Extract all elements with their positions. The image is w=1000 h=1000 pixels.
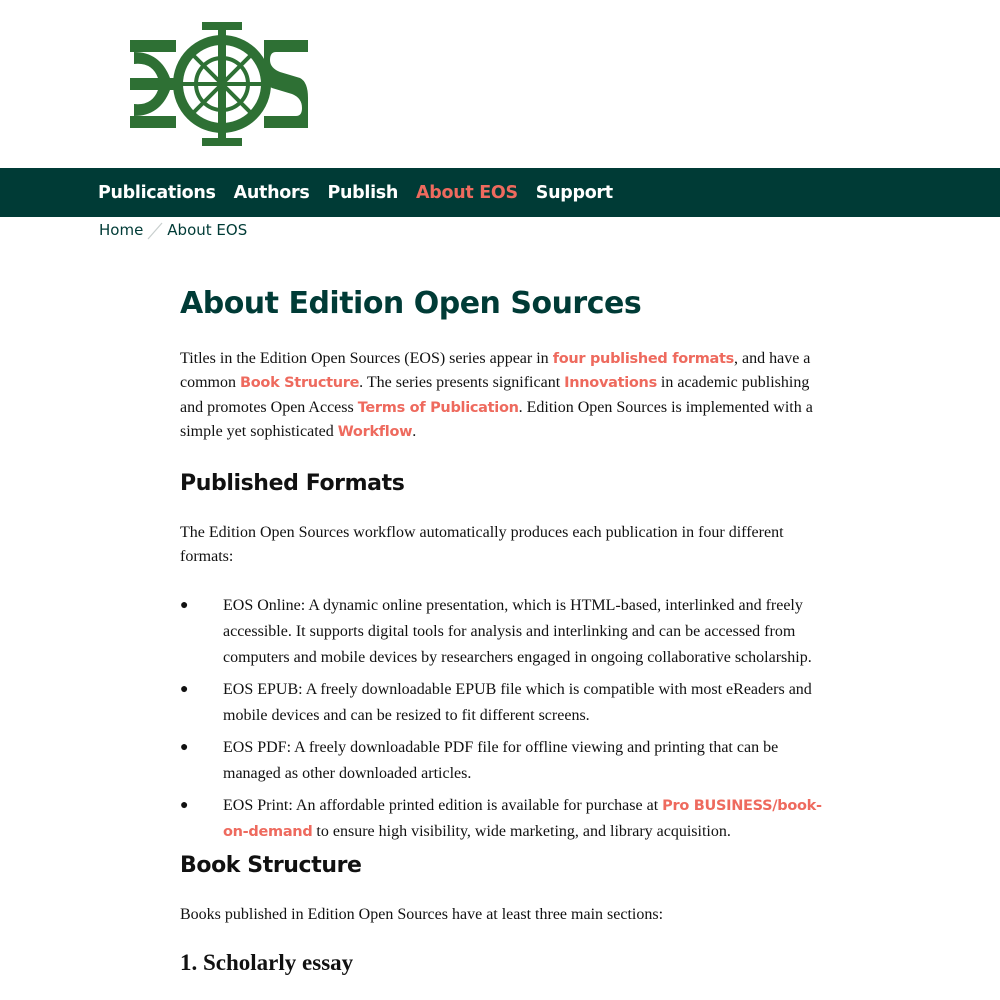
nav-menu: [98, 168, 613, 217]
breadcrumb-separator-icon: [146, 220, 164, 240]
breadcrumb: [99, 219, 247, 241]
link-terms-of-publication[interactable]: Terms of Publication: [357, 399, 519, 416]
list-item: [180, 593, 825, 671]
breadcrumb-home-link[interactable]: Home: [99, 221, 144, 239]
intro-text: .: [412, 422, 417, 440]
bullet-icon: ●: [180, 739, 189, 755]
section-heading-book-structure: Book Structure: [180, 852, 362, 878]
nav-item-publications[interactable]: Publications: [98, 182, 216, 203]
formats-intro: The Edition Open Sources workflow automatically produces each publication in four different formats:: [180, 524, 784, 566]
list-item: [180, 793, 825, 845]
intro-paragraph: [180, 347, 825, 444]
list-item-text: EOS Print: An affordable printed edition is available for purchase at: [223, 796, 663, 814]
bullet-icon: ●: [180, 681, 189, 697]
link-workflow[interactable]: Workflow: [337, 423, 413, 440]
intro-text: . The series presents significant: [359, 374, 565, 392]
nav-item-publish[interactable]: Publish: [327, 182, 399, 203]
intro-text: , and have a common: [180, 350, 811, 392]
list-item-text: to ensure high visibility, wide marketing, and library acquisition.: [312, 822, 731, 840]
nav-item-authors[interactable]: Authors: [233, 182, 310, 203]
list-item: [180, 735, 825, 787]
page-title: About Edition Open Sources: [180, 286, 642, 321]
breadcrumb-current: About EOS: [167, 221, 248, 239]
eos-globe-logo-icon: [130, 22, 310, 146]
intro-text: Titles in the Edition Open Sources (EOS) series appear in: [180, 350, 553, 367]
link-book-structure[interactable]: Book Structure: [240, 375, 360, 392]
nav-item-support[interactable]: Support: [535, 182, 613, 203]
structure-intro: Books published in Edition Open Sources have at least three main sections:: [180, 905, 664, 923]
main-content: [180, 282, 825, 978]
nav-item-about-eos[interactable]: About EOS: [416, 182, 518, 203]
bullet-icon: ●: [180, 597, 189, 613]
main-navbar: [0, 168, 1000, 217]
section-heading-published-formats: Published Formats: [180, 471, 405, 497]
formats-list: [180, 593, 825, 845]
link-four-published-formats[interactable]: four published formats: [552, 351, 734, 367]
link-innovations[interactable]: Innovations: [564, 375, 657, 392]
list-item-text: EOS PDF: A freely downloadable PDF file for offline viewing and printing that can be managed as other downloaded articles.: [223, 738, 779, 782]
link-pro-business[interactable]: Pro BUSINESS/book-on-demand: [223, 797, 822, 840]
bullet-icon: ●: [180, 797, 189, 813]
intro-text: . Edition Open Sources is implemented with a simple yet sophisticated: [180, 398, 813, 440]
site-logo[interactable]: [130, 22, 310, 146]
intro-text: in academic publishing and promotes Open Access: [180, 374, 810, 416]
list-item-text: EOS Online: A dynamic online presentation, which is HTML-based, interlinked and freely accessible. It supports digital tools for analysis and interlinking and can be accessed from computers and mobile devices by researchers engaged in ongoing collaborative scholarship.: [223, 596, 812, 666]
list-item: [180, 677, 825, 729]
list-item-text: EOS EPUB: A freely downloadable EPUB file which is compatible with most eReaders and mobile devices and can be resized to fit different screens.: [223, 680, 812, 724]
subheading-scholarly-essay: 1. Scholarly essay: [180, 950, 354, 976]
